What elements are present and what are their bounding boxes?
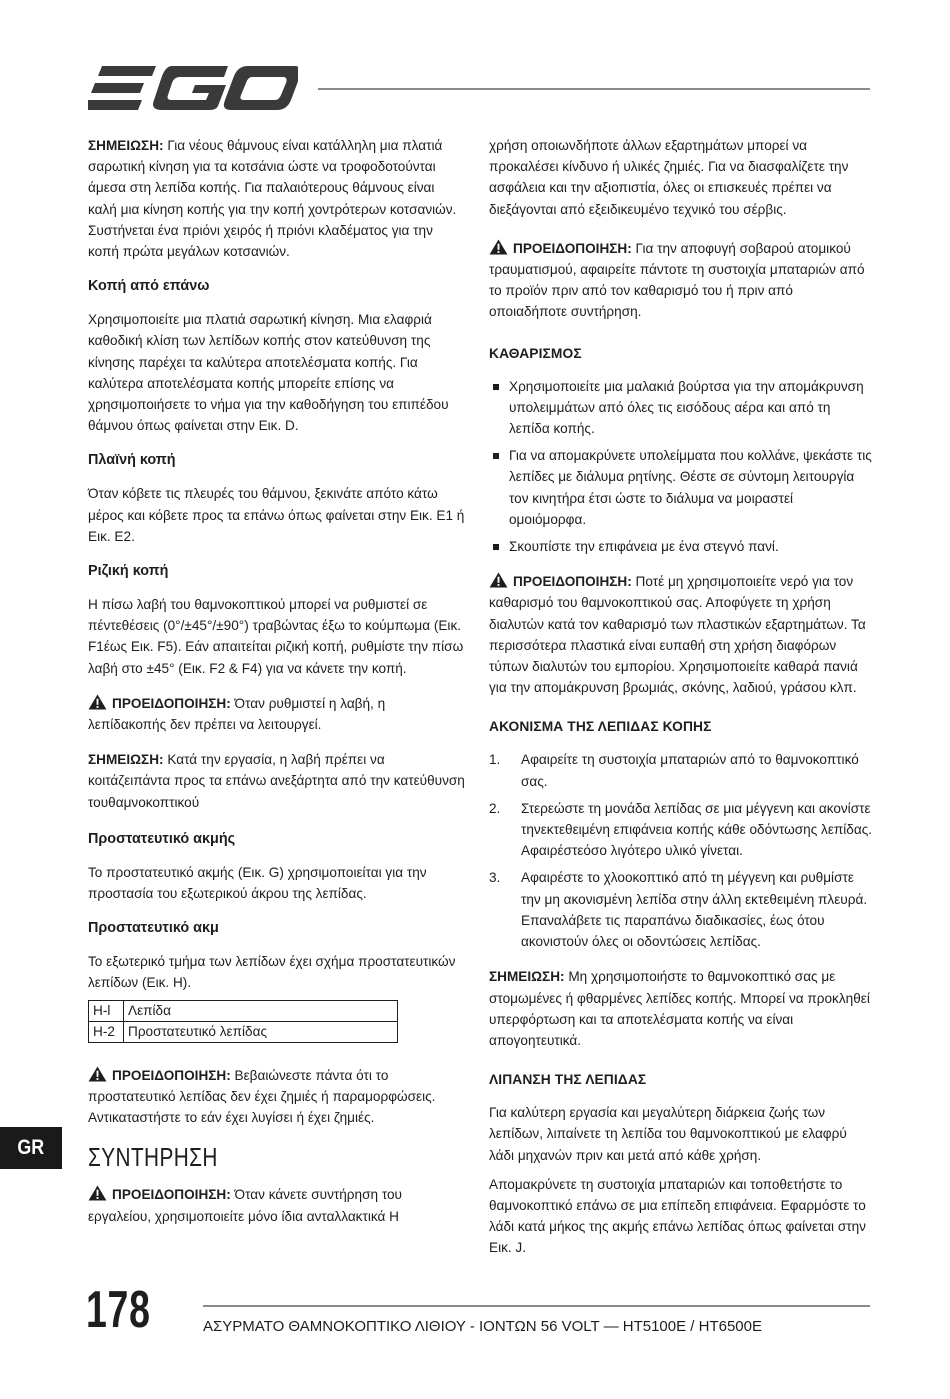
- bullet-icon: [493, 453, 499, 459]
- warning-paragraph: ΠΡΟΕΙΔΟΠΟΙΗΣΗ: Για την αποφυγή σοβαρού ατομικού τραυματισμού, αφαιρείτε πάντοτε τη συστοιχία μπαταριών από το προϊόν πριν από τον καθαρισμό του ή πριν από οποιαδήποτε συντήρηση.: [489, 240, 865, 320]
- cleaning-list: [489, 376, 873, 558]
- footer-rule: [203, 1305, 870, 1307]
- bullet-icon: [493, 384, 499, 390]
- list-item: 2. Στερεώστε τη μονάδα λεπίδας σε μια μέγγενη και ακονίστε τηνεκτεθειμένη επιφάνεια κοπής κάθε οδόντωσης λεπίδας. Αφαιρέστεόσο λιγότερο υλικό γίνεται.: [489, 800, 873, 859]
- root-cut-text: Η πίσω λαβή του θαμνοκοπτικού μπορεί να ρυθμιστεί σε πέντεθέσεις (0°/±45°/±90°) τραβώντας έξω το κούμπωμα (Εικ. F1έως Εικ. F5). Εάν απαιτείται ριζική κοπή, ρυθμίστε την πίσω λαβή στο ±45° (Εικ. F2 & F4) για να κάνετε την κοπή.: [88, 597, 464, 676]
- heading-edge-guard: Προστατευτικό ακμής: [88, 830, 236, 847]
- warning-paragraph: ΠΡΟΕΙΔΟΠΟΙΗΣΗ: Όταν ρυθμιστεί η λαβή, η λεπίδακοπής δεν πρέπει να λειτουργεί.: [88, 695, 386, 733]
- warning-paragraph: ΠΡΟΕΙΔΟΠΟΙΗΣΗ: Βεβαιώνεστε πάντα ότι το προστατευτικό λεπίδας δεν έχει ζημιές ή παραμορφώσεις. Αντικαταστήστε το εάν έχει λυγίσει ή έχει ζημιές.: [88, 1067, 436, 1126]
- right-column: [489, 135, 873, 1273]
- heading-top-cut: Κοπή από επάνω: [88, 278, 210, 295]
- warning-paragraph: ΠΡΟΕΙΔΟΠΟΙΗΣΗ: Ποτέ μη χρησιμοποιείτε νερό για τον καθαρισμό του θαμνοκοπτικού σας. Αποφύγετε τη χρήση διαλυτών κατά τον καθαρισμό των πλαστικών εξαρτημάτων. Τα περισσότερα πλαστικά είναι ευπαθή στη χρήση διαφόρων τύπων διαλυτών του εμπορίου. Χρησιμοποιείτε καθαρά πανιά για την απομάκρυνση βρωμιάς, σκόνης, λαδιού, γράσου κλπ.: [489, 574, 866, 696]
- warning-paragraph: ΠΡΟΕΙΔΟΠΟΙΗΣΗ: Όταν κάνετε συντήρηση του εργαλείου, χρησιμοποιείτε μόνο ίδια ανταλλακτικά Η: [88, 1187, 402, 1224]
- part-code: H-l: [89, 1000, 124, 1021]
- warning-icon: [489, 239, 508, 255]
- note-paragraph: ΣΗΜΕΙΩΣΗ: Μη χρησιμοποιήστε το θαμνοκοπτικό σας με στομωμένες ή φθαρμένες λεπίδες κοπής. Μπορεί να προκληθεί υπερφόρτωση και τα αποτελέσματα κοπής να είναι απογοητευτικά.: [489, 969, 870, 1048]
- heading-side-cut: Πλαϊνή κοπή: [88, 452, 176, 469]
- list-item: Σκουπίστε την επιφάνεια με ένα στεγνό πανί.: [489, 536, 873, 557]
- list-item: 1. Αφαιρείτε τη συστοιχία μπαταριών από το θαμνοκοπτικό σας.: [489, 752, 859, 789]
- page-number: 178: [86, 1281, 151, 1339]
- lubrication-text: Απομακρύνετε τη συστοιχία μπαταριών και τοποθετήστε το θαμνοκοπτικό επάνω σε μια επίπεδη επιφάνεια. Εφαρμόστε το λάδι κατά μήκος της ακμής επάνω λεπίδας όπως φαίνεται στην Εικ. J.: [489, 1176, 866, 1256]
- bullet-icon: [493, 544, 499, 550]
- part-desc: Λεπίδα: [124, 1000, 398, 1021]
- list-item: Χρησιμοποιείτε μια μαλακιά βούρτσα για την απομάκρυνση υπολειμμάτων από όλες τις εισόδους αέρα και από τη λεπίδα κοπής.: [489, 376, 873, 440]
- parts-table: [88, 1000, 398, 1043]
- heading-tip-guard: Προστατευτικό ακμ: [88, 920, 219, 937]
- side-cut-text: Όταν κόβετε τις πλευρές του θάμνου, ξεκινάτε απότο κάτω μέρος και κόβετε προς τα επάνω όπως φαίνεται στην Εικ. E1 ή Εικ. E2.: [88, 486, 465, 544]
- part-code: H-2: [89, 1021, 124, 1042]
- warning-icon: [489, 572, 508, 588]
- warning-icon: [88, 1185, 107, 1201]
- list-item: Για να απομακρύνετε υπολείμματα που κολλάνε, ψεκάστε τις λεπίδες με διάλυμα ρητίνης. Θέστε σε σύντομη λειτουργία τον κινητήρα έτσι ώστε το διάλυμα να μοιραστεί ομοιόμορφα.: [489, 445, 873, 530]
- edge-guard-text: Το προστατευτικό ακμής (Εικ. G) χρησιμοποιείται για την προστασία του εξωτερικού άκρου της λεπίδας.: [88, 864, 427, 902]
- sharpening-list: [489, 749, 873, 952]
- heading-cleaning: ΚΑΘΑΡΙΣΜΟΣ: [489, 345, 582, 361]
- maintenance-title: ΣΥΝΤΗΡΗΣΗ: [88, 1142, 218, 1173]
- table-row: [89, 1021, 398, 1042]
- intro-text: χρήση οποιωνδήποτε άλλων εξαρτημάτων μπορεί να προκαλέσει κίνδυνο ή υλικές ζημιές. Για να διασφαλίζετε την ασφάλεια και την αξιοπιστία, όλες οι επισκευές πρέπει να διεξάγονται από εξειδικευμένο τεχνικό του σέρβις.: [489, 138, 849, 217]
- heading-sharpening: ΑΚΟΝΙΣΜΑ ΤΗΣ ΛΕΠΙΔΑΣ ΚΟΠΗΣ: [489, 719, 712, 735]
- ego-logo: [88, 64, 298, 112]
- table-row: [89, 1000, 398, 1021]
- part-desc: Προστατευτικό λεπίδας: [124, 1021, 398, 1042]
- top-cut-text: Χρησιμοποιείτε μια πλατιά σαρωτική κίνηση. Μια ελαφριά καθοδική κλίση των λεπίδων κοπής στον κατεύθυνση της κίνησης παρέχει τα καλύτερα αποτελέσματα κοπής. Για καλύτερα αποτελέσματα κοπής μπορείτε επίσης να χρησιμοποιήσετε το νήμα για την καθοδήγηση του επιπέδου θάμνου όπως φαίνεται στην Εικ. D.: [88, 312, 449, 434]
- footer-title: ΑΣΥΡΜΑΤΟ ΘΑΜΝΟΚΟΠΤΙΚΟ ΛΙΘΙΟΥ - ΙΟΝΤΩΝ 56 VOLT — HT5100E / HT6500E: [203, 1318, 762, 1335]
- tip-guard-text: Το εξωτερικό τμήμα των λεπίδων έχει σχήμα προστατευτικών λεπίδων (Εικ. H).: [88, 954, 456, 991]
- note-paragraph: ΣΗΜΕΙΩΣΗ: Για νέους θάμνους είναι κατάλληλη μια πλατιά σαρωτική κίνηση για τα κοτσάνια ώστε να τροφοδοτούνται άμεσα στη λεπίδα κοπής. Για παλαιότερους θάμνους είναι καλή μια κίνηση κοπής για την κοπή χοντρότερων κοτσανιών. Συστήνεται ένα πριόνι χειρός ή πριόνι κλαδέματος για την κοπή πρώτα μεγάλων κοτσανιών.: [88, 138, 457, 260]
- note-paragraph: ΣΗΜΕΙΩΣΗ: Κατά την εργασία, η λαβή πρέπει να κοιτάζειπάντα προς τα επάνω ανεξάρτητα από την κατεύθυνση τουθαμνοκοπτικού: [88, 752, 465, 810]
- heading-root-cut: Ριζική κοπή: [88, 563, 169, 580]
- header-rule: [318, 88, 870, 90]
- lubrication-text: Για καλύτερη εργασία και μεγαλύτερη διάρκεια ζωής των λεπίδων, λιπαίνετε τη λεπίδα του θαμνοκοπτικού με ελαφρύ λάδι μηχανών πριν και μετά από κάθε χρήση.: [489, 1105, 847, 1163]
- list-item: 3. Αφαιρέστε το χλοοκοπτικό από τη μέγγενη και ρυθμίστε την μη ακονισμένη λεπίδα στην άλλη εκτεθειμένη πλευρά. Επαναλάβετε τις παραπάνω διαδικασίες, έως ότου ακονιστούν όλες οι οδοντώσεις λεπίδας.: [489, 870, 868, 950]
- left-column: [88, 135, 466, 1241]
- heading-lubrication: ΛΙΠΑΝΣΗ ΤΗΣ ΛΕΠΙΔΑΣ: [489, 1072, 647, 1088]
- warning-icon: [88, 694, 107, 710]
- warning-icon: [88, 1066, 107, 1082]
- language-tab: GR: [0, 1127, 62, 1169]
